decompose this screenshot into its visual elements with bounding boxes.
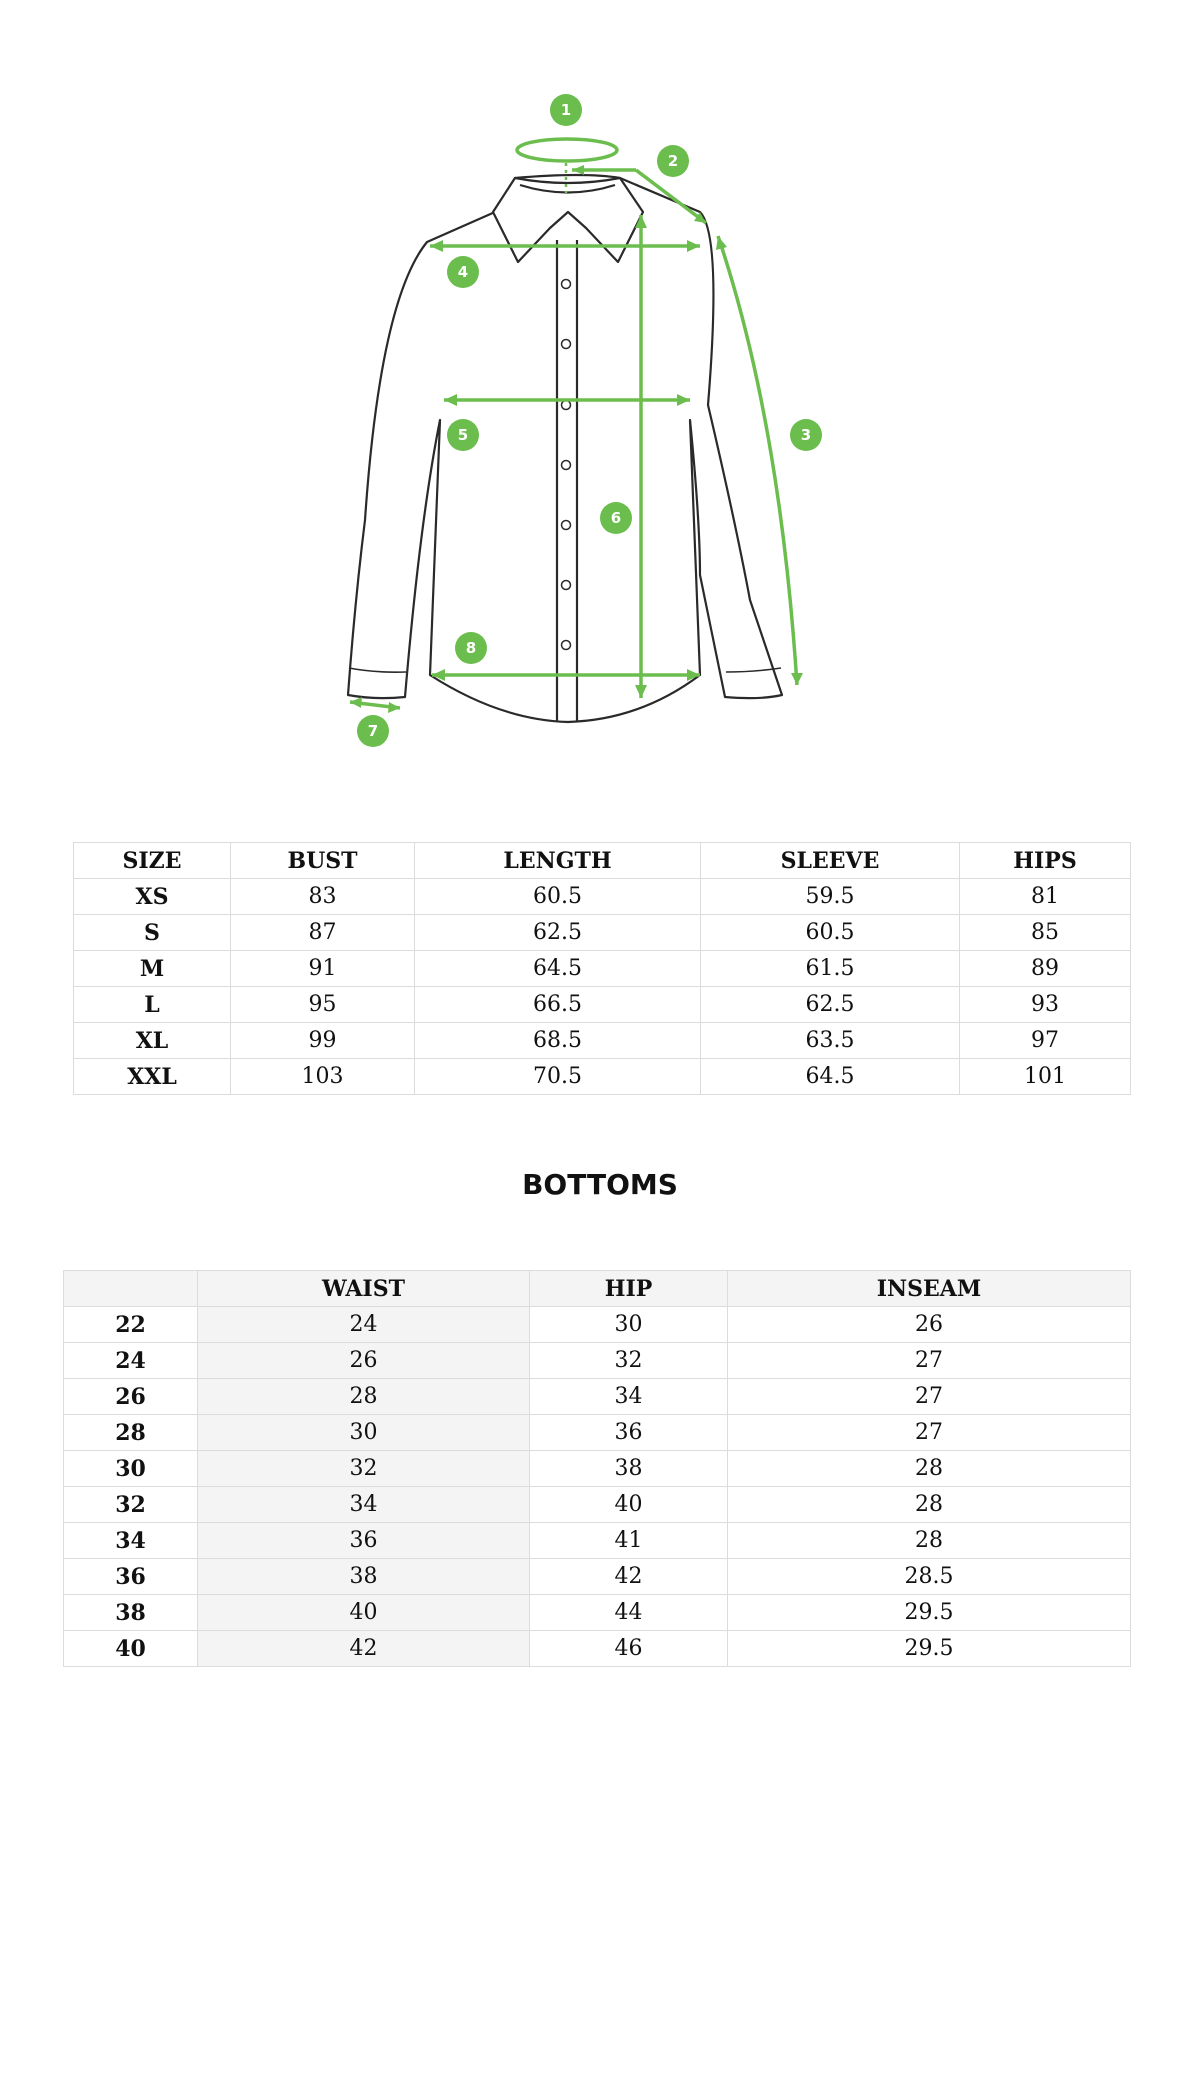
table-row [64, 1379, 1131, 1415]
col-header-hips: HIPS [960, 843, 1131, 879]
tops-size-table [73, 842, 1131, 1095]
table-cell: 40 [64, 1631, 198, 1667]
table-cell: S [74, 915, 231, 951]
table-cell: 63.5 [701, 1023, 960, 1059]
table-cell: 28 [728, 1523, 1131, 1559]
table-cell: 30 [198, 1415, 530, 1451]
table-cell: 26 [64, 1379, 198, 1415]
table-cell: L [74, 987, 231, 1023]
table-cell: 24 [64, 1343, 198, 1379]
table-cell: 83 [231, 879, 415, 915]
table-row [64, 1451, 1131, 1487]
table-cell: 38 [64, 1595, 198, 1631]
table-cell: 40 [530, 1487, 728, 1523]
table-cell: 29.5 [728, 1595, 1131, 1631]
table-cell: 97 [960, 1023, 1131, 1059]
col-header-length: LENGTH [415, 843, 701, 879]
table-cell: 28.5 [728, 1559, 1131, 1595]
col-header-sleeve: SLEEVE [701, 843, 960, 879]
table-cell: 93 [960, 987, 1131, 1023]
table-cell: 70.5 [415, 1059, 701, 1095]
table-cell: 28 [198, 1379, 530, 1415]
table-row [64, 1559, 1131, 1595]
table-cell: 41 [530, 1523, 728, 1559]
table-header-row [64, 1271, 1131, 1307]
table-row [64, 1595, 1131, 1631]
table-cell: XL [74, 1023, 231, 1059]
marker-label-6: 6 [610, 509, 622, 527]
table-cell: 36 [198, 1523, 530, 1559]
table-cell: 87 [231, 915, 415, 951]
table-row [74, 879, 1131, 915]
table-cell: M [74, 951, 231, 987]
table-cell: 64.5 [701, 1059, 960, 1095]
table-row [64, 1307, 1131, 1343]
table-cell: 27 [728, 1415, 1131, 1451]
table-row [64, 1343, 1131, 1379]
table-cell: 29.5 [728, 1631, 1131, 1667]
table-cell: 40 [198, 1595, 530, 1631]
table-cell: 46 [530, 1631, 728, 1667]
table-header-row [74, 843, 1131, 879]
table-cell: 27 [728, 1343, 1131, 1379]
table-cell: 34 [64, 1523, 198, 1559]
table-row [74, 1023, 1131, 1059]
table-cell: 42 [198, 1631, 530, 1667]
table-row [64, 1631, 1131, 1667]
table-cell: 28 [64, 1415, 198, 1451]
table-cell: 62.5 [701, 987, 960, 1023]
table-cell: 34 [198, 1487, 530, 1523]
col-header-inseam: INSEAM [728, 1271, 1131, 1307]
table-cell: 30 [64, 1451, 198, 1487]
table-row [64, 1415, 1131, 1451]
col-header-size: SIZE [74, 843, 231, 879]
col-header-waist: WAIST [198, 1271, 530, 1307]
table-row [74, 915, 1131, 951]
table-cell: 68.5 [415, 1023, 701, 1059]
table-row [74, 987, 1131, 1023]
table-cell: 28 [728, 1487, 1131, 1523]
table-cell: 59.5 [701, 879, 960, 915]
table-cell: XS [74, 879, 231, 915]
table-row [74, 1059, 1131, 1095]
bottoms-title: BOTTOMS [522, 1168, 678, 1201]
marker-label-4: 4 [457, 263, 469, 281]
table-cell: XXL [74, 1059, 231, 1095]
marker-label-1: 1 [560, 101, 572, 119]
table-cell: 66.5 [415, 987, 701, 1023]
table-cell: 38 [198, 1559, 530, 1595]
col-header-hip: HIP [530, 1271, 728, 1307]
marker-label-5: 5 [457, 426, 469, 444]
table-cell: 26 [728, 1307, 1131, 1343]
table-cell: 44 [530, 1595, 728, 1631]
table-cell: 36 [530, 1415, 728, 1451]
table-cell: 91 [231, 951, 415, 987]
table-cell: 42 [530, 1559, 728, 1595]
table-cell: 62.5 [415, 915, 701, 951]
table-cell: 26 [198, 1343, 530, 1379]
table-cell: 81 [960, 879, 1131, 915]
table-cell: 60.5 [701, 915, 960, 951]
table-cell: 24 [198, 1307, 530, 1343]
table-cell: 22 [64, 1307, 198, 1343]
table-cell: 27 [728, 1379, 1131, 1415]
shirt-measurement-diagram [0, 0, 1200, 780]
table-cell: 85 [960, 915, 1131, 951]
table-cell: 60.5 [415, 879, 701, 915]
col-header-size [64, 1271, 198, 1307]
table-cell: 101 [960, 1059, 1131, 1095]
table-row [64, 1523, 1131, 1559]
shirt-outline [348, 175, 782, 722]
bottoms-size-table [63, 1270, 1131, 1667]
table-cell: 99 [231, 1023, 415, 1059]
col-header-bust: BUST [231, 843, 415, 879]
table-cell: 89 [960, 951, 1131, 987]
table-cell: 95 [231, 987, 415, 1023]
table-cell: 32 [64, 1487, 198, 1523]
table-cell: 36 [64, 1559, 198, 1595]
marker-label-8: 8 [465, 639, 477, 657]
marker-label-7: 7 [367, 722, 379, 740]
table-row [74, 951, 1131, 987]
table-cell: 32 [198, 1451, 530, 1487]
table-cell: 103 [231, 1059, 415, 1095]
table-cell: 28 [728, 1451, 1131, 1487]
table-cell: 30 [530, 1307, 728, 1343]
table-cell: 32 [530, 1343, 728, 1379]
marker-label-3: 3 [800, 426, 812, 444]
table-row [64, 1487, 1131, 1523]
table-cell: 61.5 [701, 951, 960, 987]
table-cell: 38 [530, 1451, 728, 1487]
marker-label-2: 2 [667, 152, 679, 170]
table-cell: 64.5 [415, 951, 701, 987]
table-cell: 34 [530, 1379, 728, 1415]
